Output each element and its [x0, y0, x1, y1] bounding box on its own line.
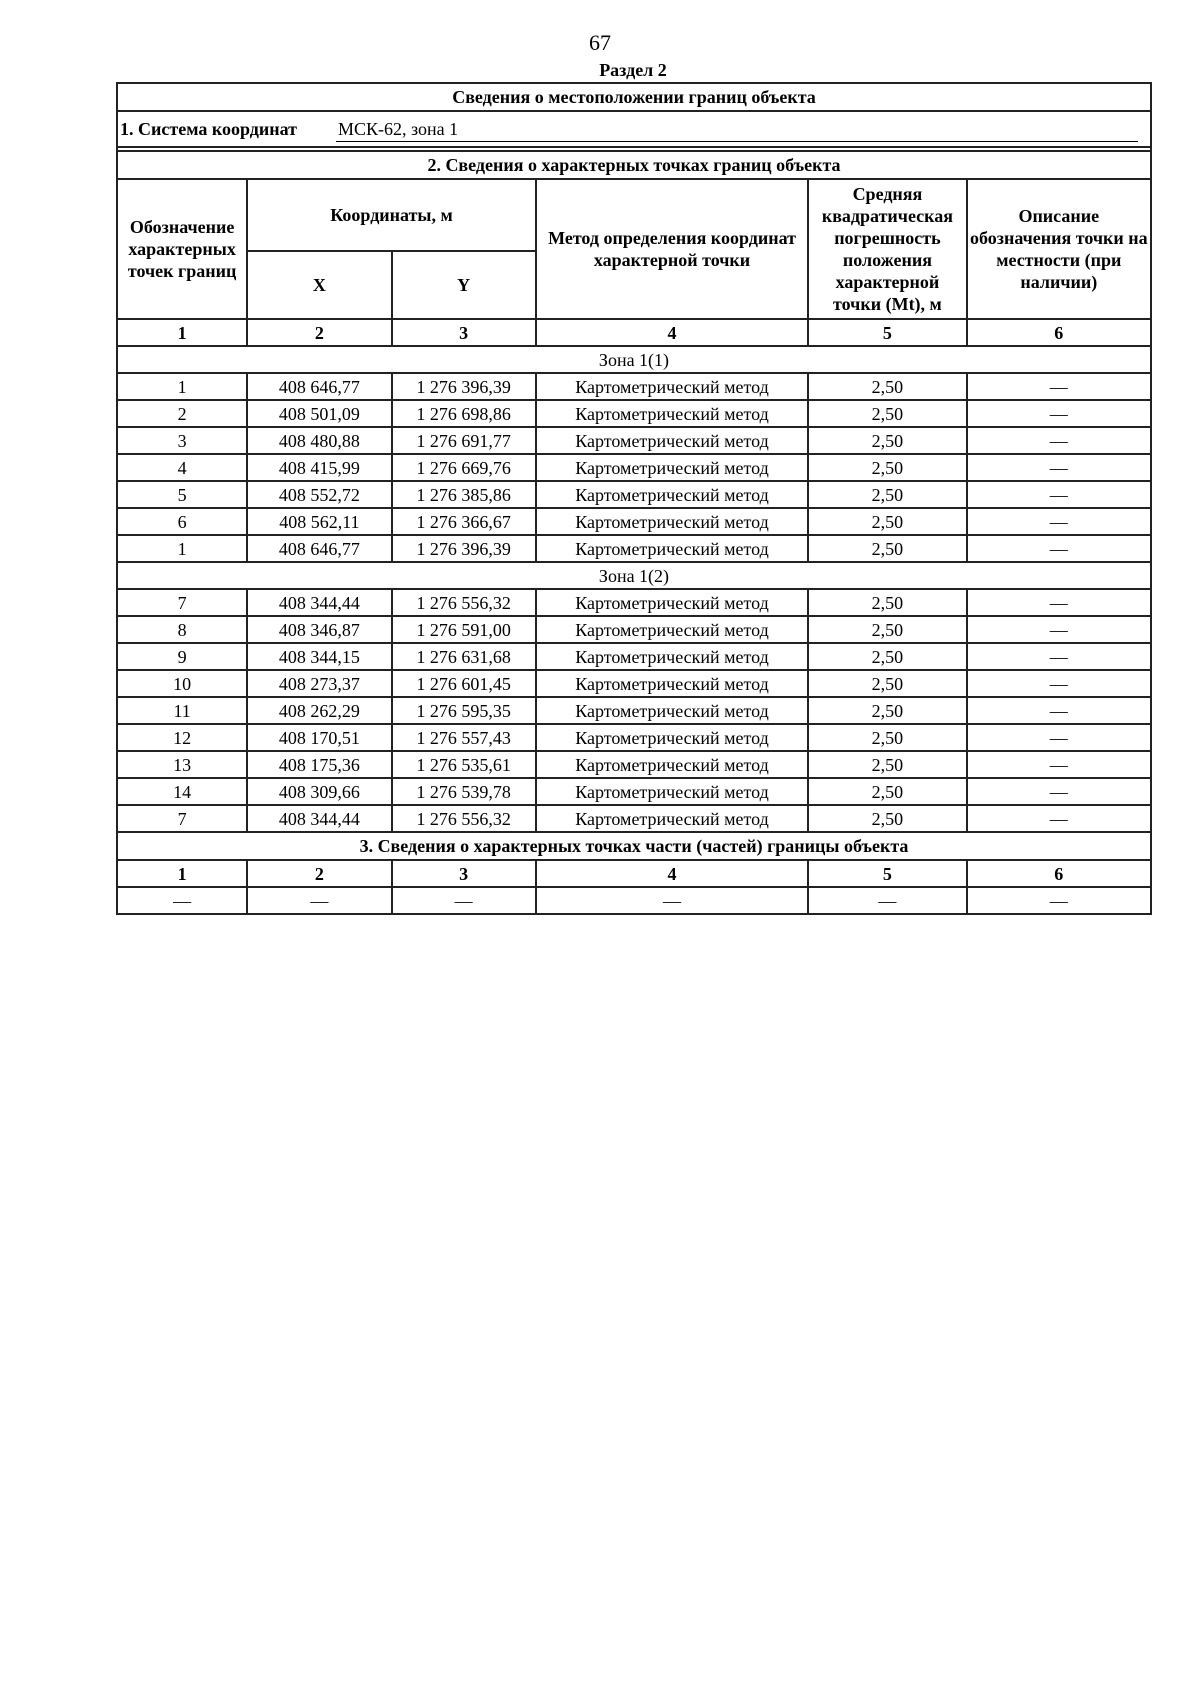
- table-row: [117, 508, 1151, 535]
- table-cell: —: [967, 481, 1151, 508]
- table-cell: Картометрический метод: [536, 778, 809, 805]
- table-cell: —: [967, 670, 1151, 697]
- table-row: [117, 373, 1151, 400]
- column-number: 6: [967, 319, 1151, 346]
- table-cell: 2,50: [808, 670, 966, 697]
- table-row: [117, 616, 1151, 643]
- table-cell: Картометрический метод: [536, 616, 809, 643]
- table-cell: 408 501,09: [247, 400, 391, 427]
- table-cell: 14: [117, 778, 247, 805]
- parts-title: 3. Сведения о характерных точках части (частей) границы объекта: [117, 832, 1151, 860]
- table-cell: 408 309,66: [247, 778, 391, 805]
- table-cell: 2: [117, 400, 247, 427]
- table-cell: 4: [117, 454, 247, 481]
- header-coordinates: Координаты, м: [247, 179, 536, 251]
- table-row: [117, 400, 1151, 427]
- table-cell: —: [967, 589, 1151, 616]
- table-row: [117, 454, 1151, 481]
- section-title: Раздел 2: [599, 60, 667, 80]
- header-error: Средняя квадратическая погрешность положения характерной точки (Mt), м: [808, 179, 966, 319]
- table-cell: 6: [117, 508, 247, 535]
- table-cell: 7: [117, 805, 247, 832]
- table-cell: 408 175,36: [247, 751, 391, 778]
- column-number: 3: [392, 860, 536, 887]
- table-cell: 1: [117, 373, 247, 400]
- table-cell: Картометрический метод: [536, 373, 809, 400]
- table-cell: 408 346,87: [247, 616, 391, 643]
- column-number: 4: [536, 860, 809, 887]
- table-cell: —: [247, 887, 391, 914]
- table-cell: 2,50: [808, 535, 966, 562]
- table-cell: 1 276 557,43: [392, 724, 536, 751]
- table-cell: —: [967, 616, 1151, 643]
- table-cell: 408 170,51: [247, 724, 391, 751]
- table-cell: —: [967, 454, 1151, 481]
- table-cell: 1 276 601,45: [392, 670, 536, 697]
- table-cell: 408 344,44: [247, 805, 391, 832]
- table-cell: Картометрический метод: [536, 805, 809, 832]
- table-cell: 2,50: [808, 724, 966, 751]
- coord-system-row: [117, 111, 1151, 147]
- column-number: 6: [967, 860, 1151, 887]
- table-cell: 5: [117, 481, 247, 508]
- header-description: Описание обозначения точки на местности (при наличии): [967, 179, 1151, 319]
- table-cell: —: [392, 887, 536, 914]
- table-cell: 1 276 669,76: [392, 454, 536, 481]
- table-row: [117, 427, 1151, 454]
- table-cell: 1 276 396,39: [392, 373, 536, 400]
- zone-row: [117, 562, 1151, 589]
- column-number: 1: [117, 319, 247, 346]
- table-cell: —: [967, 535, 1151, 562]
- table-cell: Картометрический метод: [536, 427, 809, 454]
- table-cell: —: [536, 887, 809, 914]
- table-cell: Картометрический метод: [536, 697, 809, 724]
- table-cell: 8: [117, 616, 247, 643]
- table-cell: Картометрический метод: [536, 508, 809, 535]
- table-cell: 1 276 366,67: [392, 508, 536, 535]
- column-numbers-row: [117, 319, 1151, 346]
- table-cell: 408 480,88: [247, 427, 391, 454]
- table-cell: Картометрический метод: [536, 724, 809, 751]
- coord-system-label: 1. Система координат: [120, 119, 297, 139]
- table-cell: —: [967, 724, 1151, 751]
- table-row: [117, 643, 1151, 670]
- table-cell: 2,50: [808, 616, 966, 643]
- parts-column-numbers-row: [117, 860, 1151, 887]
- table-cell: —: [967, 805, 1151, 832]
- table-cell: Картометрический метод: [536, 751, 809, 778]
- table-cell: Картометрический метод: [536, 481, 809, 508]
- table-cell: 1 276 396,39: [392, 535, 536, 562]
- table-row: [117, 589, 1151, 616]
- table-cell: 11: [117, 697, 247, 724]
- table-row: [117, 805, 1151, 832]
- column-number: 4: [536, 319, 809, 346]
- column-number: 2: [247, 319, 391, 346]
- table-cell: Картометрический метод: [536, 535, 809, 562]
- table-cell: —: [967, 751, 1151, 778]
- column-number: 1: [117, 860, 247, 887]
- parts-body: [117, 832, 1151, 914]
- table-cell: 1 276 556,32: [392, 805, 536, 832]
- parts-row: [117, 887, 1151, 914]
- table-cell: 408 415,99: [247, 454, 391, 481]
- zone-label: Зона 1(1): [117, 346, 1151, 373]
- table-cell: 2,50: [808, 805, 966, 832]
- table-cell: 2,50: [808, 373, 966, 400]
- table-cell: 408 344,15: [247, 643, 391, 670]
- table-cell: —: [967, 427, 1151, 454]
- column-number: 5: [808, 319, 966, 346]
- table-cell: 1 276 535,61: [392, 751, 536, 778]
- table-cell: 1 276 698,86: [392, 400, 536, 427]
- table-cell: 408 262,29: [247, 697, 391, 724]
- table-title: Сведения о местоположении границ объекта: [117, 83, 1151, 111]
- table-cell: —: [117, 887, 247, 914]
- table-cell: Картометрический метод: [536, 670, 809, 697]
- table-cell: 2,50: [808, 454, 966, 481]
- table-cell: 2,50: [808, 589, 966, 616]
- header-x: X: [247, 251, 391, 319]
- table-cell: 2,50: [808, 508, 966, 535]
- header-method: Метод определения координат характерной точки: [536, 179, 809, 319]
- header-designation: Обозначение характерных точек границ: [117, 179, 247, 319]
- table-row: [117, 535, 1151, 562]
- table-cell: —: [967, 778, 1151, 805]
- table-cell: 3: [117, 427, 247, 454]
- zone-row: [117, 346, 1151, 373]
- table-cell: 2,50: [808, 481, 966, 508]
- header-y: Y: [392, 251, 536, 319]
- table-cell: 9: [117, 643, 247, 670]
- table-cell: 408 344,44: [247, 589, 391, 616]
- table-cell: 1 276 595,35: [392, 697, 536, 724]
- table-cell: 2,50: [808, 400, 966, 427]
- table-cell: 1 276 385,86: [392, 481, 536, 508]
- table-cell: Картометрический метод: [536, 400, 809, 427]
- table-cell: 408 646,77: [247, 373, 391, 400]
- table-cell: 2,50: [808, 697, 966, 724]
- column-number: 5: [808, 860, 966, 887]
- table-row: [117, 481, 1151, 508]
- table-cell: 10: [117, 670, 247, 697]
- table-cell: —: [808, 887, 966, 914]
- table-cell: 408 646,77: [247, 535, 391, 562]
- table-cell: Картометрический метод: [536, 589, 809, 616]
- table-row: [117, 751, 1151, 778]
- table-cell: 1 276 556,32: [392, 589, 536, 616]
- points-title: 2. Сведения о характерных точках границ объекта: [117, 151, 1151, 179]
- column-number: 2: [247, 860, 391, 887]
- table-cell: Картометрический метод: [536, 643, 809, 670]
- table-cell: —: [967, 887, 1151, 914]
- table-cell: 1: [117, 535, 247, 562]
- zone-label: Зона 1(2): [117, 562, 1151, 589]
- table-cell: 2,50: [808, 751, 966, 778]
- table-cell: 12: [117, 724, 247, 751]
- table-cell: 408 562,11: [247, 508, 391, 535]
- table-row: [117, 670, 1151, 697]
- zones-body: [117, 346, 1151, 832]
- table-body: [117, 83, 1151, 346]
- table-cell: —: [967, 400, 1151, 427]
- table-cell: 1 276 691,77: [392, 427, 536, 454]
- table-cell: Картометрический метод: [536, 454, 809, 481]
- table-cell: —: [967, 697, 1151, 724]
- table-cell: 408 273,37: [247, 670, 391, 697]
- table-cell: 2,50: [808, 643, 966, 670]
- table-cell: 2,50: [808, 778, 966, 805]
- table-cell: 2,50: [808, 427, 966, 454]
- page-number: 67: [589, 30, 611, 55]
- table-cell: 7: [117, 589, 247, 616]
- column-number: 3: [392, 319, 536, 346]
- table-cell: 1 276 631,68: [392, 643, 536, 670]
- table-cell: —: [967, 508, 1151, 535]
- table-cell: 1 276 591,00: [392, 616, 536, 643]
- table-row: [117, 697, 1151, 724]
- table-cell: 13: [117, 751, 247, 778]
- table-cell: —: [967, 643, 1151, 670]
- coord-system-value: МСК-62, зона 1: [336, 117, 1138, 142]
- table-cell: 408 552,72: [247, 481, 391, 508]
- table-row: [117, 724, 1151, 751]
- boundary-table: [116, 82, 1152, 915]
- table-cell: —: [967, 373, 1151, 400]
- table-row: [117, 778, 1151, 805]
- table-cell: 1 276 539,78: [392, 778, 536, 805]
